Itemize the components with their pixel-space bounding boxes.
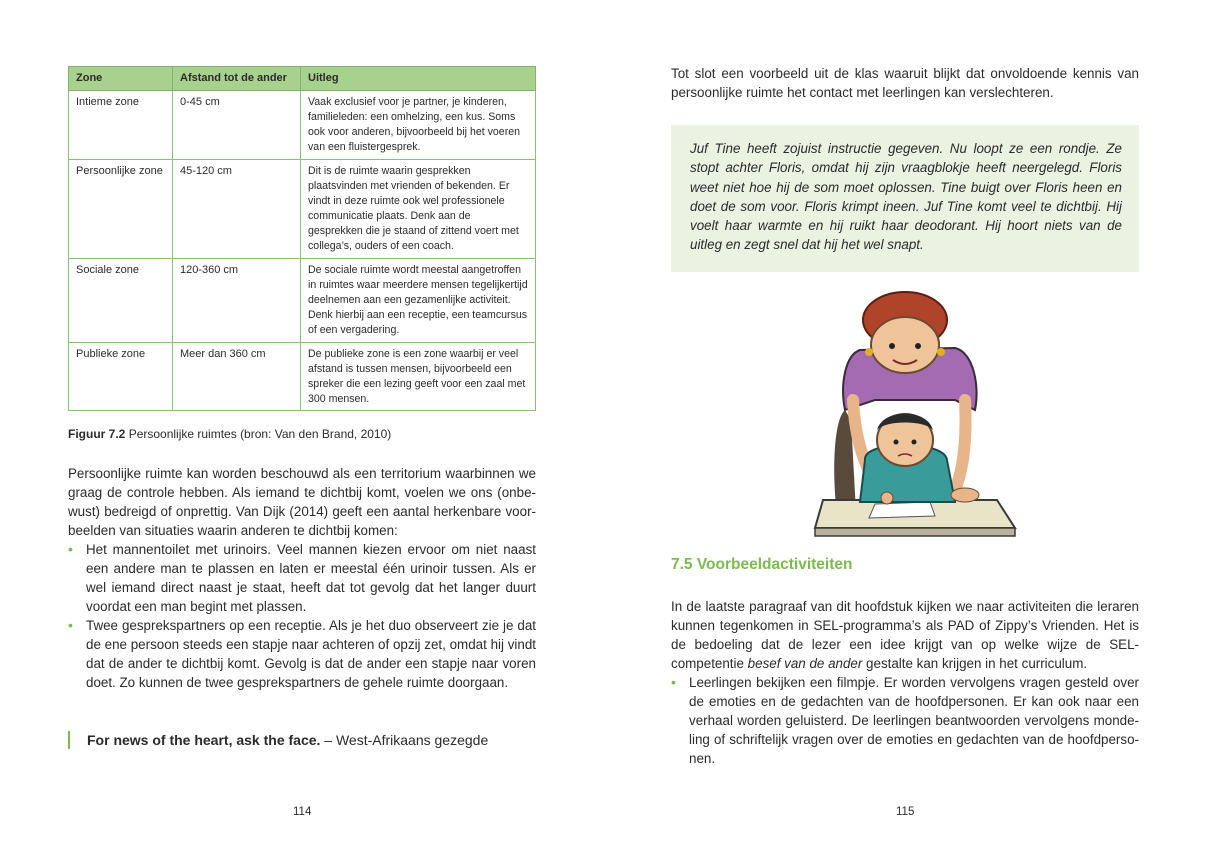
activity-list [671, 673, 1139, 768]
body-paragraph: Persoonlijke ruimte kan worden beschouwd als een territorium waarbinnen we graag de controle hebben. Als iemand te dichtbij komt, voelen we ons (onbewust) bedreigd of onprettig. Van Dijk (2014) geeft een aantal herkenbare voorbeelden van situaties waarin anderen te dichtbij komen: [68, 466, 536, 538]
caption-text: Persoonlijke ruimtes (bron: Van den Brand, 2010) [128, 427, 392, 441]
page-number: 115 [896, 806, 915, 818]
table-cell-explanation: De publieke zone is een zone waarbij er veel afstand is tussen mensen, bijvoorbeeld een spreker die een lezing geeft voor een zaal met 300 mensen. [301, 343, 536, 411]
table-cell-distance: 45-120 cm [173, 160, 301, 259]
table-cell-zone: Publieke zone [69, 343, 173, 411]
table-cell-distance: 120-360 cm [173, 259, 301, 343]
table-row [69, 343, 536, 411]
example-box: Juf Tine heeft zojuist instructie gegeven. Nu loopt ze een rondje. Ze stopt achter Floris, omdat hij zijn vraagblokje heeft neergelegd. Floris weet niet hoe hij de som moet oplossen. Tine buigt over Floris heen en doet de som voor. Floris krimpt ineen. Juf Tine komt veel te dichtbij. Hij voelt haar warmte en hij ruikt haar deodorant. Hij hoort niets van de uitleg en zegt snel dat hij het wel snapt. [671, 125, 1139, 272]
table-cell-distance: 0-45 cm [173, 91, 301, 160]
list-item [671, 673, 1139, 768]
quote-text: For news of the heart, ask the face. [87, 732, 321, 748]
list-item [68, 540, 536, 616]
table-cell-explanation: Vaak exclusief voor je partner, je kinderen, familieleden: een omhelzing, een kus. Soms ook voor anderen, bijvoorbeeld bij het voeren van een fluistergesprek. [301, 91, 536, 160]
table-header-zone: Zone [69, 67, 173, 91]
section-heading: 7.5 Voorbeeldactiviteiten [671, 556, 853, 573]
table-cell-zone: Intieme zone [69, 91, 173, 160]
bullet-icon: • [671, 674, 676, 690]
table-row [69, 160, 536, 259]
intro-paragraph: Tot slot een voorbeeld uit de klas waaruit blijkt dat onvoldoende kennis van persoonlijke ruimte het contact met leerlingen kan verslechteren. [671, 66, 1139, 100]
section-paragraph-emphasis: besef van de ander [747, 656, 863, 671]
quote-attribution: – West-Afrikaans gezegde [320, 732, 489, 748]
list-item-text: Leerlingen bekijken een filmpje. Er worden vervolgens vragen gesteld over de emoties en de gedachten van de hoofdpersonen. Er kan ook naar een verhaal worden geluisterd. De leerlingen beantwoorden vervolgens mondeling of schriftelijk vragen over de emoties en gedachten van de hoofdpersonen. [689, 675, 1139, 766]
bullet-icon: • [68, 541, 73, 557]
table-cell-explanation: De sociale ruimte wordt meestal aangetroffen in ruimtes waar meerdere mensen tegelijkertijd deelnemen aan een gezamenlijke activiteit. Denk hierbij aan een receptie, een teamcursus of een vergadering. [301, 259, 536, 343]
bullet-icon: • [68, 617, 73, 633]
table-header-row [69, 67, 536, 91]
table-cell-zone: Persoonlijke zone [69, 160, 173, 259]
section-paragraph-text-end: gestalte kan krijgen in het curriculum. [862, 656, 1088, 671]
page-number: 114 [293, 806, 312, 818]
table-row [69, 91, 536, 160]
table-row [69, 259, 536, 343]
table-header-explanation: Uitleg [301, 67, 536, 91]
list-item [68, 616, 536, 692]
quote [68, 731, 488, 749]
section-paragraph [671, 597, 1139, 673]
table-cell-zone: Sociale zone [69, 259, 173, 343]
teacher-student-illustration [805, 290, 1020, 540]
bullet-list [68, 540, 536, 692]
table-cell-explanation: Dit is de ruimte waarin gesprekken plaatsvinden met vrienden of bekenden. Er vindt in deze ruimte ook wel professionele communicatie plaats. Denk aan de gesprekken die je staand of zittend voert met collega’s, ouders of een coach. [301, 160, 536, 259]
table-header-distance: Afstand tot de ander [173, 67, 301, 91]
figure-caption [68, 427, 391, 441]
personal-space-table [68, 66, 536, 411]
list-item-text: Twee gesprekspartners op een receptie. Als je het duo observeert zie je dat de ene persoon steeds een stapje naar achteren of opzij zet, omdat hij vindt dat de ander te dichtbij komt. Gevolg is dat de ander een stapje naar voren doet. Zo kunnen de twee gesprekspartners de gehele ruimte doorgaan. [86, 618, 536, 690]
right-page [603, 0, 1206, 851]
table-cell-distance: Meer dan 360 cm [173, 343, 301, 411]
section-paragraph-text: In de laatste paragraaf van dit hoofdstuk kijken we naar activiteiten die leraren kunnen tegenkomen in SEL-programma’s als PAD of Zippy’s Vrienden. Het is de bedoeling dat de lezer een idee krijgt van op welke wijze de SEL-competentie [671, 599, 1139, 671]
list-item-text: Het mannentoilet met urinoirs. Veel mannen kiezen ervoor om niet naast een andere man te plassen en laten er meestal één urinoir tussen. Als er wel iemand direct naast je staat, heeft dat tot gevolg dat het langer duurt voordat een man begint met plassen. [86, 542, 536, 614]
caption-label: Figuur 7.2 [68, 427, 126, 441]
